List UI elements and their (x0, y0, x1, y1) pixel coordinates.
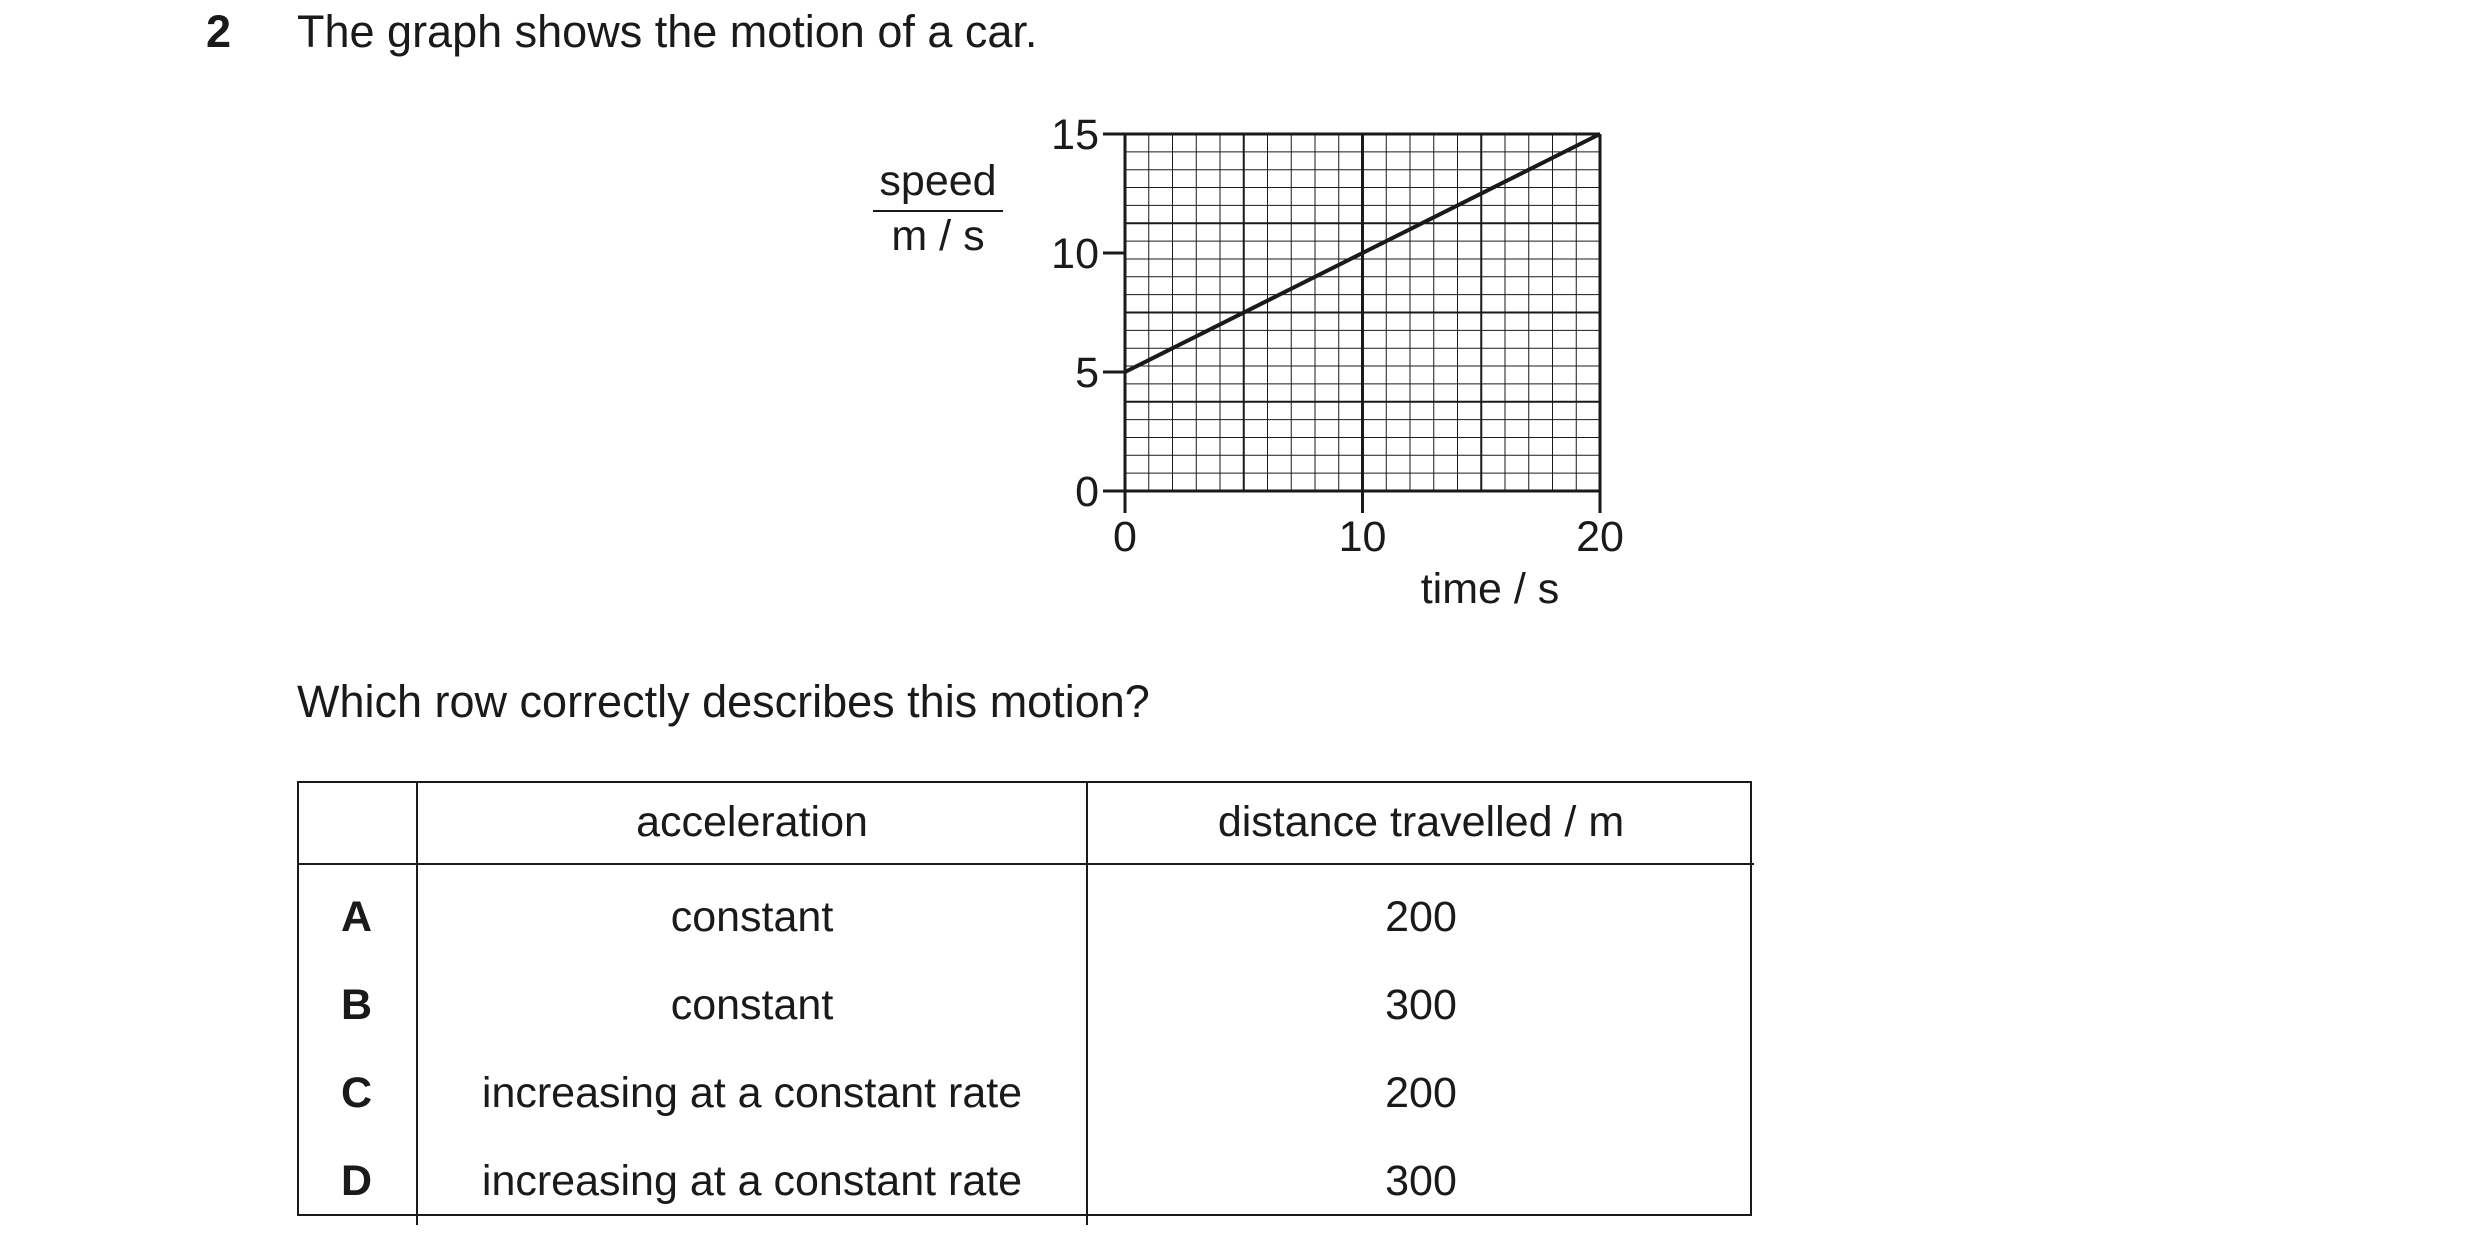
graph-grid (1125, 134, 1600, 491)
option-letter: A (297, 864, 417, 961)
y-tick-label: 5 (1075, 349, 1099, 397)
answer-table (297, 781, 1754, 1225)
header-distance: distance travelled / m (1087, 781, 1754, 864)
header-letter (297, 781, 417, 864)
option-distance: 300 (1385, 980, 1457, 1029)
question-number: 2 (206, 6, 232, 57)
table-row[interactable] (297, 961, 1754, 1049)
header-acceleration: acceleration (417, 781, 1087, 864)
y-tick-label: 10 (1051, 230, 1099, 278)
question-prompt: Which row correctly describes this motion? (297, 676, 1150, 727)
table-row[interactable] (297, 1049, 1754, 1137)
table-row[interactable] (297, 1137, 1754, 1225)
option-distance: 200 (1385, 1068, 1457, 1117)
table-row[interactable] (297, 864, 1754, 961)
option-acceleration: constant (417, 864, 1087, 961)
y-axis-label-top: speed (879, 157, 997, 205)
option-acceleration: increasing at a constant rate (417, 1049, 1087, 1137)
option-acceleration: increasing at a constant rate (417, 1137, 1087, 1225)
x-tick-label: 10 (1338, 513, 1387, 561)
y-tick-label: 0 (1075, 468, 1099, 516)
question-stem: The graph shows the motion of a car. (297, 6, 1038, 57)
x-axis-label: time / s (1420, 565, 1560, 613)
x-tick-label: 0 (1113, 513, 1137, 561)
y-tick-label: 15 (1051, 111, 1099, 159)
option-distance: 300 (1385, 1156, 1457, 1205)
option-letter: C (297, 1049, 417, 1137)
option-letter: D (297, 1137, 417, 1225)
graph-ticks (1051, 111, 1624, 561)
x-tick-label: 20 (1576, 513, 1624, 561)
table-header-row (297, 781, 1754, 864)
y-axis-label-bottom: m / s (891, 212, 985, 260)
option-acceleration: constant (417, 961, 1087, 1049)
option-distance: 200 (1385, 892, 1457, 941)
option-letter: B (297, 961, 417, 1049)
